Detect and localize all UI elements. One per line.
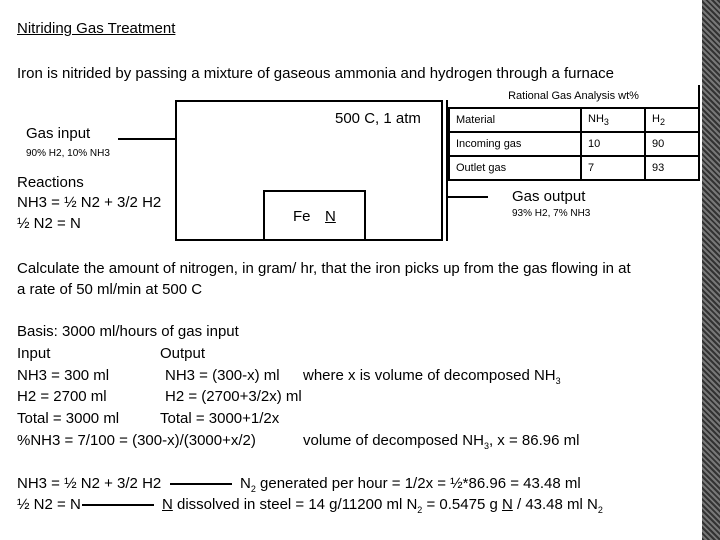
output-h2: H2 = (2700+3/2x) ml (165, 388, 302, 405)
nh3-equation: %NH3 = 7/100 = (300-x)/(3000+x/2) (17, 432, 256, 449)
output-arrow (446, 196, 488, 198)
gas-input-label: Gas input (26, 125, 91, 142)
table-row (449, 156, 699, 180)
decorative-edge (702, 0, 720, 540)
intro-text: Iron is nitrided by passing a mixture of gaseous ammonia and hydrogen through a furnace (17, 65, 615, 82)
table-row (449, 132, 699, 156)
reaction-2: ½ N2 = N (17, 215, 81, 232)
question-line-2: a rate of 50 ml/min at 500 C (17, 281, 203, 298)
gas-output-label: Gas output (512, 188, 586, 205)
page-title: Nitriding Gas Treatment (17, 20, 176, 37)
output-total: Total = 3000+1/2x (160, 410, 280, 427)
output-nh3: NH3 = (300-x) ml (165, 367, 280, 384)
fe-label: Fe (293, 208, 311, 225)
table-header-row (449, 108, 699, 132)
reactions-label: Reactions (17, 174, 84, 191)
question-line-1: Calculate the amount of nitrogen, in gram/ hr, that the iron picks up from the gas flowing in at (17, 260, 631, 277)
gas-output-composition: 93% H2, 7% NH3 (512, 208, 591, 219)
gas-analysis-table (448, 85, 700, 181)
input-arrow (118, 138, 176, 140)
cell: 90 (645, 132, 699, 156)
header-nh3: $NH_3$ (581, 108, 645, 132)
iron-box (263, 190, 366, 241)
header-h2: $H_2$ (645, 108, 699, 132)
n2-generated: $N_2$ generated per hour = 1/2x = ½*86.96 = 43.48 ml (240, 475, 581, 494)
x-result: volume of decomposed $NH_3$, x = 86.96 ml (303, 432, 580, 451)
n-dissolved: N dissolved in steel = 14 g/11200 ml $N_2 = 0.5475$ g N / 43.48 ml $N_2$ (162, 496, 603, 515)
reaction-1: NH3 = ½ N2 + 3/2 H2 (17, 194, 162, 211)
arrow-1 (170, 483, 232, 485)
cell: Incoming gas (449, 132, 581, 156)
input-nh3: NH3 = 300 ml (17, 367, 110, 384)
basis: Basis: 3000 ml/hours of gas input (17, 323, 239, 340)
input-heading: Input (17, 345, 51, 362)
x-definition: where x is volume of decomposed $NH_3$ (303, 367, 561, 386)
cell: 7 (581, 156, 645, 180)
output-heading: Output (160, 345, 206, 362)
gas-input-composition: 90% H2, 10% NH3 (26, 148, 110, 159)
final-reaction-1: NH3 = ½ N2 + 3/2 H2 (17, 475, 162, 492)
cell: 93 (645, 156, 699, 180)
input-total: Total = 3000 ml (17, 410, 120, 427)
cell: Outlet gas (449, 156, 581, 180)
header-material: Material (449, 108, 581, 132)
arrow-2 (82, 504, 154, 506)
n-label: N (325, 208, 336, 225)
final-reaction-2: ½ N2 = N (17, 496, 81, 513)
cell: 10 (581, 132, 645, 156)
table-caption: Rational Gas Analysis wt% (449, 85, 699, 108)
input-h2: H2 = 2700 ml (17, 388, 107, 405)
furnace-condition: 500 C, 1 atm (335, 110, 421, 127)
